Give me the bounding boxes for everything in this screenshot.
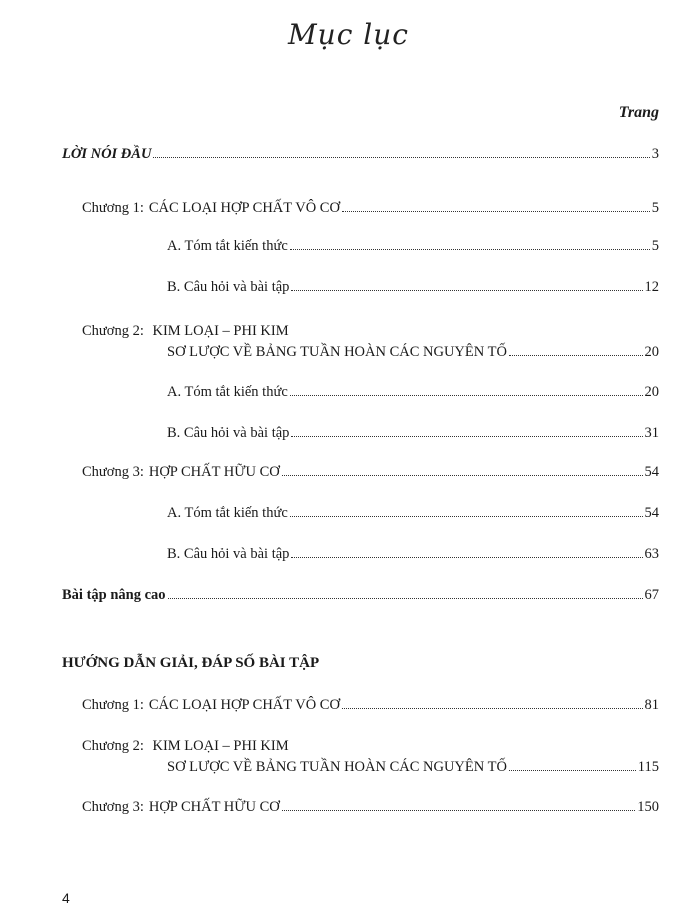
toc-entry-preface[interactable] — [62, 146, 659, 163]
toc-entry-chapter-1[interactable] — [82, 200, 659, 217]
toc-entry-chapter-3[interactable] — [82, 464, 659, 481]
toc-chapter-prefix: Chương 2: — [82, 323, 144, 339]
leader-dots — [509, 770, 636, 771]
solutions-heading: HƯỚNG DẪN GIẢI, ĐÁP SỐ BÀI TẬP — [62, 655, 320, 671]
leader-dots — [291, 436, 642, 437]
toc-page: 5 — [651, 238, 659, 254]
toc-entry-chapter-1-a[interactable] — [167, 238, 659, 255]
leader-dots — [290, 395, 643, 396]
toc-entry-chapter-2-b[interactable] — [167, 425, 659, 442]
toc-page: 63 — [644, 546, 659, 562]
toc-chapter-prefix: Chương 1: — [82, 697, 144, 713]
toc-page: 31 — [644, 425, 659, 441]
toc-label-line1: KIM LOẠI – PHI KIM — [152, 323, 289, 339]
toc-label: B. Câu hỏi và bài tập — [167, 279, 290, 295]
toc-entry-chapter-2[interactable] — [167, 344, 659, 361]
page-column-header: Trang — [618, 104, 659, 121]
leader-dots — [282, 810, 636, 811]
leader-dots — [290, 249, 650, 250]
toc-chapter-prefix: Chương 3: — [82, 799, 144, 815]
toc-label: LỜI NÓI ĐẦU — [62, 146, 152, 162]
toc-entry-solutions-chapter-2[interactable] — [167, 759, 659, 776]
toc-label: B. Câu hỏi và bài tập — [167, 425, 290, 441]
leader-dots — [342, 708, 643, 709]
leader-dots — [168, 598, 643, 599]
toc-entry-chapter-3-a[interactable] — [167, 505, 659, 522]
page-title: Mục lục — [288, 18, 409, 51]
toc-label: Bài tập nâng cao — [62, 587, 166, 603]
leader-dots — [342, 211, 650, 212]
toc-label: CÁC LOẠI HỢP CHẤT VÔ CƠ — [148, 697, 340, 713]
toc-page: 54 — [644, 505, 659, 521]
toc-page: 12 — [644, 279, 659, 295]
toc-entry-solutions-chapter-3[interactable] — [82, 799, 659, 816]
toc-label: HỢP CHẤT HỮU CƠ — [148, 464, 280, 480]
toc-page: 3 — [651, 146, 659, 162]
toc-entry-solutions-chapter-1[interactable] — [82, 697, 659, 714]
toc-page: 81 — [644, 697, 659, 713]
toc-label: HỢP CHẤT HỮU CƠ — [148, 799, 280, 815]
toc-label: SƠ LƯỢC VỀ BẢNG TUẦN HOÀN CÁC NGUYÊN TỐ — [167, 344, 507, 360]
leader-dots — [291, 557, 642, 558]
toc-page: 20 — [644, 344, 659, 360]
toc-label: A. Tóm tắt kiến thức — [167, 238, 288, 254]
toc-label: A. Tóm tắt kiến thức — [167, 505, 288, 521]
toc-entry-chapter-2-a[interactable] — [167, 384, 659, 401]
toc-page: 54 — [644, 464, 659, 480]
toc-page: 20 — [644, 384, 659, 400]
leader-dots — [291, 290, 642, 291]
toc-label: A. Tóm tắt kiến thức — [167, 384, 288, 400]
leader-dots — [290, 516, 643, 517]
toc-label: CÁC LOẠI HỢP CHẤT VÔ CƠ — [148, 200, 340, 216]
toc-label-line1: KIM LOẠI – PHI KIM — [152, 738, 289, 754]
toc-page: 150 — [637, 799, 659, 815]
toc-chapter-2-first-line[interactable] — [82, 323, 289, 340]
toc-page: 67 — [644, 587, 659, 603]
toc-entry-chapter-1-b[interactable] — [167, 279, 659, 296]
leader-dots — [282, 475, 643, 476]
toc-entry-advanced-exercises[interactable] — [62, 587, 659, 604]
toc-chapter-prefix: Chương 1: — [82, 200, 144, 216]
leader-dots — [153, 157, 649, 158]
toc-page: 5 — [651, 200, 659, 216]
leader-dots — [509, 355, 643, 356]
toc-page: 115 — [637, 759, 659, 775]
toc-chapter-prefix: Chương 2: — [82, 738, 144, 754]
toc-solutions-chapter-2-first-line[interactable] — [82, 738, 289, 755]
toc-entry-chapter-3-b[interactable] — [167, 546, 659, 563]
footer-page-number: 4 — [62, 890, 70, 906]
toc-chapter-prefix: Chương 3: — [82, 464, 144, 480]
toc-label: SƠ LƯỢC VỀ BẢNG TUẦN HOÀN CÁC NGUYÊN TỐ — [167, 759, 507, 775]
toc-label: B. Câu hỏi và bài tập — [167, 546, 290, 562]
